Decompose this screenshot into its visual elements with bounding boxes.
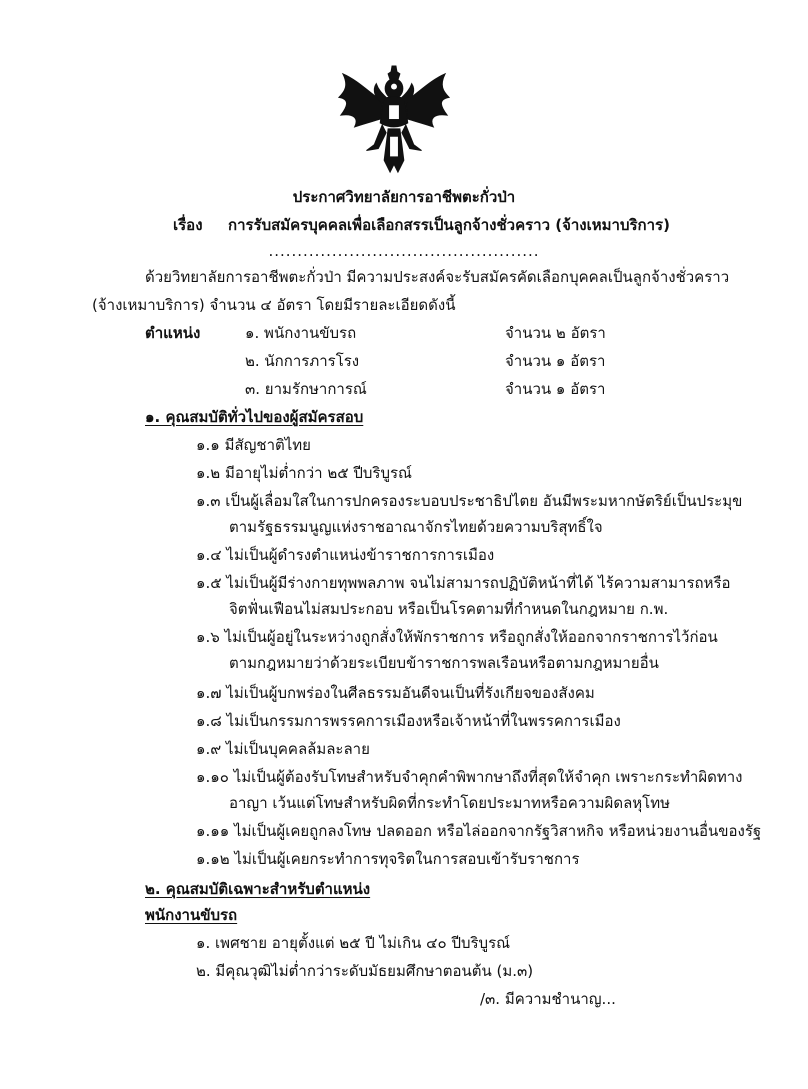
qualification-item-continued: จิตฟั่นเฟือนไม่สมประกอบ หรือเป็นโรคตามที่กำหนดในกฎหมาย ก.พ. bbox=[229, 600, 669, 618]
qualification-item-continued: อาญา เว้นแต่โทษสำหรับผิดที่กระทำโดยประมาทหรือความผิดลหุโทษ bbox=[229, 794, 670, 812]
qualification-item: ๑.๕ ไม่เป็นผู้มีร่างกายทุพพลภาพ จนไม่สามารถปฏิบัติหน้าที่ได้ ไร้ความสามารถหรือ bbox=[196, 574, 731, 592]
qualification-item: ๑.๖ ไม่เป็นผู้อยู่ในระหว่างถูกสั่งให้พักราชการ หรือถูกสั่งให้ออกจากราชการไว้ก่อน bbox=[196, 628, 718, 646]
position-count: จำนวน ๑ อัตรา bbox=[505, 352, 606, 370]
qualification-item: ๑.๘ ไม่เป็นกรรมการพรรคการเมืองหรือเจ้าหน้าที่ในพรรคการเมือง bbox=[196, 712, 621, 730]
qualification-item: ๑.๔ ไม่เป็นผู้ดำรงตำแหน่งข้าราชการการเมือง bbox=[196, 546, 495, 564]
qualification-item: ๑.๗ ไม่เป็นผู้บกพร่องในศีลธรรมอันดีจนเป็นที่รังเกียจของสังคม bbox=[196, 684, 595, 702]
qualification-item: ๑.๓ เป็นผู้เลื่อมใสในการปกครองระบอบประชาธิปไตย อันมีพระมหากษัตริย์เป็นประมุข bbox=[196, 492, 743, 510]
qualification-item: ๑.๑ มีสัญชาติไทย bbox=[196, 436, 311, 454]
positions-label: ตำแหน่ง bbox=[145, 324, 201, 342]
qualification-item-continued: ตามกฎหมายว่าด้วยระเบียบข้าราชการพลเรือนหรือตามกฎหมายอื่น bbox=[229, 654, 659, 672]
driver-requirement: ๑. เพศชาย อายุตั้งแต่ ๒๕ ปี ไม่เกิน ๔๐ ปีบริบูรณ์ bbox=[196, 934, 511, 952]
intro-line-1: ด้วยวิทยาลัยการอาชีพตะกั่วป่า มีความประสงค์จะรับสมัครคัดเลือกบุคคลเป็นลูกจ้างชั่วคราว bbox=[145, 268, 730, 286]
document-title: ประกาศวิทยาลัยการอาชีพตะกั่วป่า bbox=[292, 188, 516, 206]
subject-text: การรับสมัครบุคคลเพื่อเลือกสรรเป็นลูกจ้างชั่วคราว (จ้างเหมาบริการ) bbox=[228, 216, 670, 234]
qualification-item-continued: ตามรัฐธรรมนูญแห่งราชอาณาจักรไทยด้วยความบริสุทธิ์ใจ bbox=[229, 518, 603, 536]
driver-requirement: ๒. มีคุณวุฒิไม่ต่ำกว่าระดับมัธยมศึกษาตอนต้น (ม.๓) bbox=[196, 962, 534, 980]
section-2-heading: ๒. คุณสมบัติเฉพาะสำหรับตำแหน่ง bbox=[145, 880, 371, 898]
driver-subheading: พนักงานขับรถ bbox=[145, 906, 238, 924]
qualification-item: ๑.๑๐ ไม่เป็นผู้ต้องรับโทษสำหรับจำคุกคำพิพากษาถึงที่สุดให้จำคุก เพราะกระทำผิดทาง bbox=[196, 768, 743, 786]
qualification-item: ๑.๑๑ ไม่เป็นผู้เคยถูกลงโทษ ปลดออก หรือไล่ออกจากรัฐวิสาหกิจ หรือหน่วยงานอื่นของรัฐ bbox=[196, 822, 762, 840]
page-continuation: /๓. มีความชำนาญ... bbox=[480, 990, 616, 1008]
position-count: จำนวน ๑ อัตรา bbox=[505, 380, 606, 398]
qualification-item: ๑.๑๒ ไม่เป็นผู้เคยกระทำการทุจริตในการสอบเข้ารับราชการ bbox=[196, 850, 580, 868]
position-name: ๑. พนักงานขับรถ bbox=[245, 324, 357, 342]
section-1-heading: ๑. คุณสมบัติทั่วไปของผู้สมัครสอบ bbox=[145, 408, 364, 426]
qualification-item: ๑.๙ ไม่เป็นบุคคลล้มละลาย bbox=[196, 740, 370, 758]
position-name: ๒. นักการภารโรง bbox=[245, 352, 360, 370]
position-count: จำนวน ๒ อัตรา bbox=[505, 324, 606, 342]
garuda-emblem bbox=[335, 62, 453, 180]
qualification-item: ๑.๒ มีอายุไม่ต่ำกว่า ๒๕ ปีบริบูรณ์ bbox=[196, 464, 412, 482]
intro-line-2: (จ้างเหมาบริการ) จำนวน ๔ อัตรา โดยมีรายละเอียดดังนี้ bbox=[92, 296, 456, 314]
subject-label: เรื่อง bbox=[173, 216, 203, 234]
position-name: ๓. ยามรักษาการณ์ bbox=[245, 380, 367, 398]
separator-dots: ............................................... bbox=[268, 242, 540, 260]
